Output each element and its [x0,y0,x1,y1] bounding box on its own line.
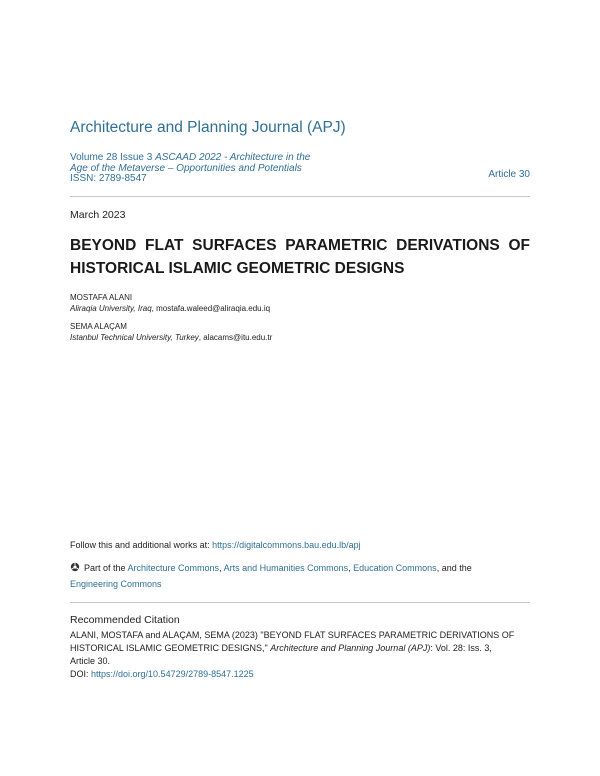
volume-prefix: Volume 28 Issue 3 [70,152,156,163]
header-divider [70,196,530,197]
citation-heading: Recommended Citation [70,614,180,626]
doi-link[interactable]: https://doi.org/10.54729/2789-8547.1225 [91,669,254,679]
citation-text [70,629,530,681]
education-commons-link[interactable]: Education Commons [353,563,437,573]
article-number[interactable]: Article 30 [488,169,530,180]
repository-link[interactable]: https://digitalcommons.bau.edu.lb/apj [212,540,361,550]
author-affiliation-2: Istanbul Technical University, Turkey, alacams@itu.edu.tr [70,333,273,342]
follow-line [70,540,361,550]
arts-humanities-commons-link[interactable]: Arts and Humanities Commons [223,563,349,573]
citation-line-2b: : Vol. 28: Iss. 3, [430,643,492,653]
title-line-1: BEYOND FLAT SURFACES PARAMETRIC DERIVATIONS OF [70,237,530,254]
network-pin-icon [70,562,80,572]
separator: , [219,563,224,573]
citation-journal: Architecture and Planning Journal (APJ) [270,643,431,653]
author-name-1: MOSTAFA ALANI [70,293,133,302]
citation-line-2a: HISTORICAL ISLAMIC GEOMETRIC DESIGNS," [70,643,271,653]
journal-title[interactable]: Architecture and Planning Journal (APJ) [70,119,346,136]
issue-title: ASCAAD 2022 - Architecture in the Age of the Metaverse – Opportunities and Potentials [70,152,311,174]
separator-and: , and the [436,563,472,573]
citation-line-3: Article 30. [70,656,111,666]
citation-divider [70,602,530,603]
affiliation-1: Aliraqia University, Iraq [70,304,152,313]
email-1: mostafa.waleed@aliraqia.edu.iq [156,304,271,313]
affiliation-2: Istanbul Technical University, Turkey [70,333,199,342]
title-line-2: HISTORICAL ISLAMIC GEOMETRIC DESIGNS [70,260,405,277]
separator: , [348,563,354,573]
volume-issue-info[interactable] [70,153,320,185]
paper-title [70,234,530,280]
doi-label: DOI: [70,669,92,679]
issn: ISSN: 2789-8547 [70,173,147,184]
author-name-2: SEMA ALAÇAM [70,322,127,331]
part-of-commons [70,560,530,592]
author-affiliation-1: Aliraqia University, Iraq, mostafa.waleed@aliraqia.edu.iq [70,304,271,313]
citation-line-1: ALANI, MOSTAFA and ALAÇAM, SEMA (2023) "BEYOND FLAT SURFACES PARAMETRIC DERIVATIONS OF [70,630,515,640]
email-2: alacams@itu.edu.tr [203,333,273,342]
part-of-prefix: Part of the [84,563,128,573]
publication-date: March 2023 [70,209,126,221]
follow-text: Follow this and additional works at: [70,540,213,550]
engineering-commons-link[interactable]: Engineering Commons [70,579,162,589]
architecture-commons-link[interactable]: Architecture Commons [127,563,220,573]
